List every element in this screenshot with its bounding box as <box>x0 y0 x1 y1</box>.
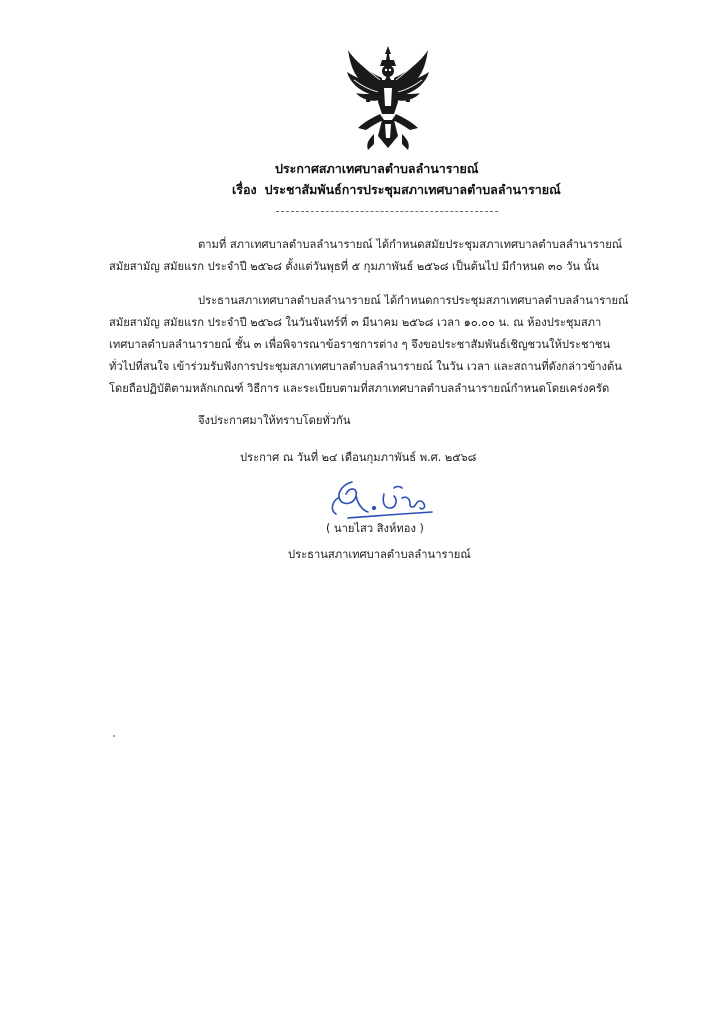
subject-label: เรื่อง <box>232 182 257 197</box>
subject-line <box>232 180 561 200</box>
paragraph-2-line-2: สมัยสามัญ สมัยแรก ประจำปี ๒๕๖๘ ในวันจันทร์ที่ ๓ มีนาคม ๒๕๖๘ เวลา ๑๐.๐๐ น. ณ ห้องประชุมสภา <box>109 316 602 329</box>
page-title: ประกาศสภาเทศบาลตำบลลำนารายณ์ <box>275 161 479 176</box>
handwritten-signature <box>322 474 442 524</box>
scan-speck <box>113 735 115 737</box>
paragraph-2-line-3: เทศบาลตำบลลำนารายณ์ ชั้น ๓ เพื่อพิจารณาข้อราชการต่าง ๆ จึงขอประชาสัมพันธ์เชิญชวนให้ประชาชน <box>109 338 611 351</box>
paragraph-3-line-1: จึงประกาศมาให้ทราบโดยทั่วกัน <box>198 414 351 427</box>
paragraph-2-line-1: ประธานสภาเทศบาลตำบลลำนารายณ์ ได้กำหนดการประชุมสภาเทศบาลตำบลลำนารายณ์ <box>198 294 629 307</box>
signer-position: ประธานสภาเทศบาลตำบลลำนารายณ์ <box>288 548 471 561</box>
signer-name: ( นายไสว สิงห์ทอง ) <box>326 522 424 535</box>
paragraph-1-line-2: สมัยสามัญ สมัยแรก ประจำปี ๒๕๖๘ ตั้งแต่วันพุธที่ ๕ กุมภาพันธ์ ๒๕๖๘ เป็นต้นไป มีกำหนด ๓๐ วัน นั้น <box>109 260 599 273</box>
garuda-emblem-icon <box>344 44 432 154</box>
paragraph-1-line-1: ตามที่ สภาเทศบาลตำบลลำนารายณ์ ได้กำหนดสมัยประชุมสภาเทศบาลตำบลลำนารายณ์ <box>198 238 623 251</box>
title-divider <box>276 211 498 212</box>
subject-text: ประชาสัมพันธ์การประชุมสภาเทศบาลตำบลลำนารายณ์ <box>264 182 561 197</box>
paragraph-2-line-5: โดยถือปฏิบัติตามหลักเกณฑ์ วิธีการ และระเบียบตามที่สภาเทศบาลตำบลลำนารายณ์กำหนดโดยเคร่งครัด <box>109 382 610 395</box>
paragraph-2-line-4: ทั่วไปที่สนใจ เข้าร่วมรับฟังการประชุมสภาเทศบาลตำบลลำนารายณ์ ในวัน เวลา และสถานที่ดังกล่าวข้างต้น <box>109 360 622 373</box>
announcement-date: ประกาศ ณ วันที่ ๒๔ เดือนกุมภาพันธ์ พ.ศ. ๒๕๖๘ <box>240 451 477 464</box>
